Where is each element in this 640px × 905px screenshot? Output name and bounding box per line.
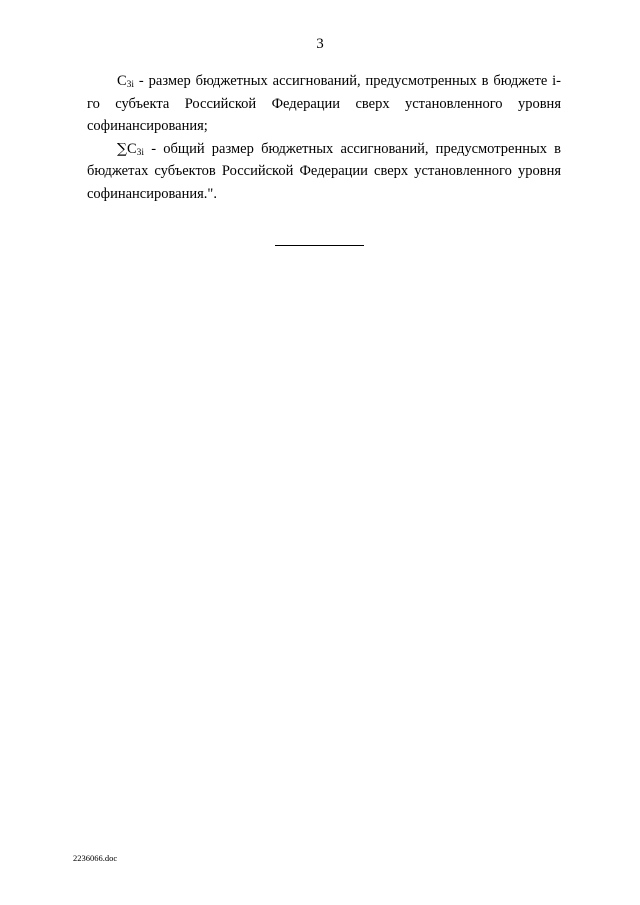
footer-file-reference: 2236066.doc (73, 853, 118, 863)
end-divider-line (275, 245, 364, 246)
formula-symbol-1: $C_{3i}$ (117, 73, 135, 90)
sum-symbol: ∑ (117, 140, 127, 157)
definition-text-2: - общий размер бюджетных ассигнований, предусмотренных в бюджетах субъектов Российской Федерации сверх установленного уровня софинансирования.". (87, 140, 561, 202)
definition-paragraph-2 (87, 138, 561, 206)
page-number: 3 (316, 36, 324, 52)
document-body (87, 70, 561, 205)
formula-symbol-2: $\sum C_{3i}$ (117, 140, 145, 158)
definition-text-1: - размер бюджетных ассигнований, предусмотренных в бюджете i-го субъекта Российской Федерации сверх установленного уровня софинансирования; (87, 73, 561, 134)
definition-paragraph-1 (87, 70, 561, 138)
